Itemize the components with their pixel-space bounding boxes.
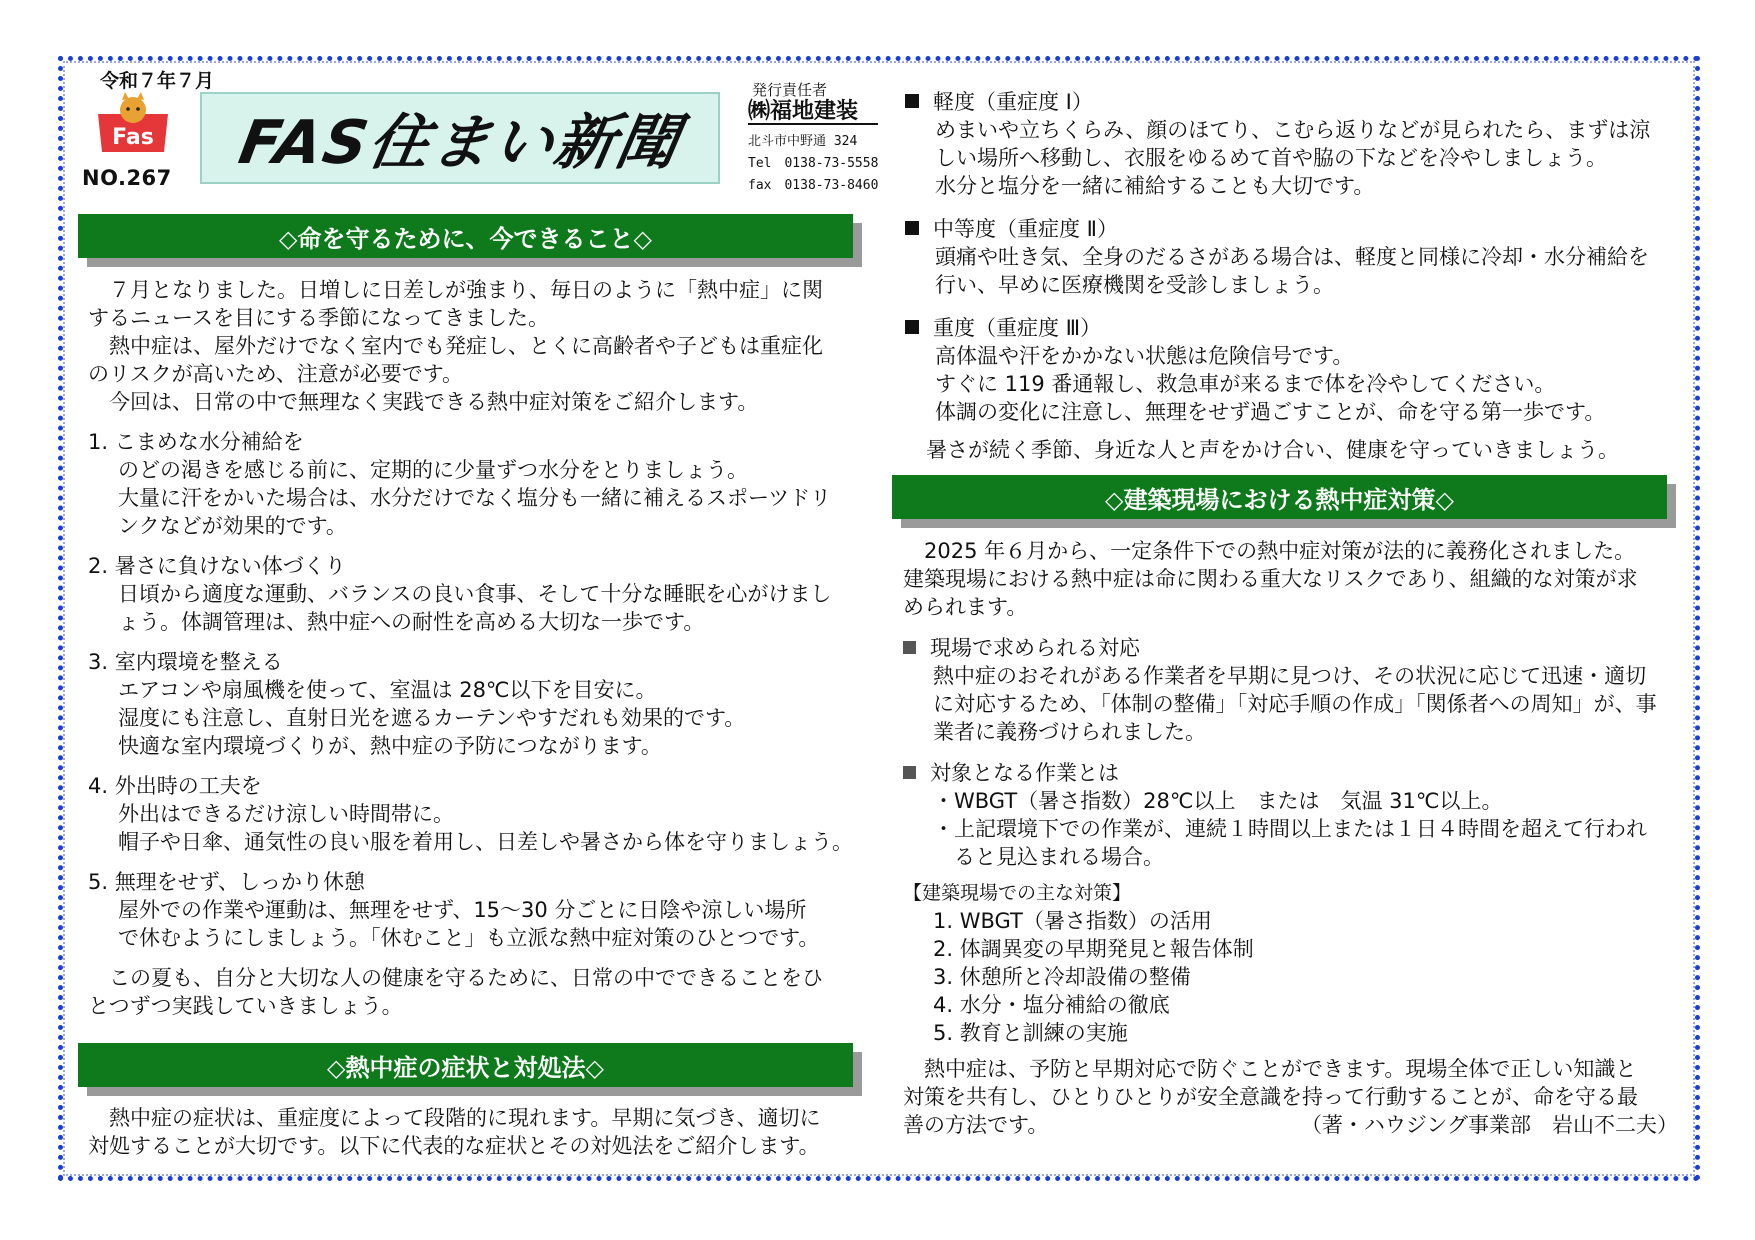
author-credit: （著・ハウジング事業部 岩山不二夫） [1300,1113,1678,1137]
level-line: 頭痛や吐き気、全身のだるさがある場合は、軽度と同様に冷却・水分補給を [935,245,1649,269]
tip-line: 大量に汗をかいた場合は、水分だけでなく塩分も一緒に補えるスポーツドリ [118,486,832,510]
tip-line: 帽子や日傘、通気性の良い服を着用し、日差しや暑さから体を守りましょう。 [118,830,853,854]
requirement-title: 現場で求められる対応 [930,636,1140,660]
level-line: すぐに 119 番通報し、救急車が来るまで体を冷やしてください。 [935,372,1556,396]
tip-title: 2. 暑さに負けない体づくり [88,554,346,578]
level-closing: 暑さが続く季節、身近な人と声をかけ合い、健康を守っていきましょう。 [905,438,1619,462]
tip-line: で休むようにしましょう。「休むこと」も立派な熱中症対策のひとつです。 [118,926,820,950]
tip-line: ンクなどが効果的です。 [118,514,347,538]
final-line: 対策を共有し、ひとりひとりが安全意識を持って行動することが、命を守る最 [903,1085,1638,1109]
requirement-line: 熱中症のおそれがある作業者を早期に見つけ、その状況に応じて迅速・適切 [933,664,1647,688]
symptoms-intro [88,1104,868,1160]
site-intro-line: められます。 [903,595,1028,619]
intro-line: するニュースを目にする季節になってきました。 [88,306,549,330]
requirement-line: に対応するため、「体制の整備」「対応手順の作成」「関係者への周知」が、事 [933,692,1657,716]
site-intro-line: 建築現場における熱中症は命に関わる重大なリスクであり、組織的な対策が求 [903,567,1638,591]
target-line: ると見込まれる場合。 [933,845,1164,869]
square-bullet-icon [905,94,919,108]
target-line: ・上記環境下での作業が、連続１時間以上または１日４時間を超えて行われ [933,817,1647,841]
intro-line: 今回は、日常の中で無理なく実践できる熱中症対策をご紹介します。 [88,390,759,414]
final-line: 熱中症は、予防と早期対応で防ぐことができます。現場全体で正しい知識と [903,1057,1637,1081]
issue-date: 令和７年７月 [100,70,215,92]
tip-title: 3. 室内環境を整える [88,650,283,674]
right-column-levels [905,88,1685,464]
level-line: しい場所へ移動し、衣服をゆるめて首や脇の下などを冷やしましょう。 [935,146,1607,170]
section-banner-2: ◇熱中症の症状と対処法◇ [78,1043,853,1087]
level-title: 中等度（重症度 Ⅱ） [933,217,1119,241]
square-bullet-icon [903,641,916,654]
intro-line: のリスクが高いため、注意が必要です。 [88,362,464,386]
square-bullet-icon [903,766,916,779]
publisher-block [748,80,878,197]
closing-line: この夏も、自分と大切な人の健康を守るために、日常の中でできることをひ [88,966,823,990]
measure-item: 1. WBGT（暑さ指数）の活用 [933,909,1212,933]
logo-text: Fas [112,125,154,150]
level-line: 行い、早めに医療機関を受診しましょう。 [935,273,1334,297]
publisher-label: 発行責任者 [752,81,828,99]
tip-title: 5. 無理をせず、しっかり休憩 [88,870,366,894]
fax: fax 0138-73-8460 [748,178,879,193]
level-title: 軽度（重症度 Ⅰ） [933,90,1093,114]
tip-title: 4. 外出時の工夫を [88,774,262,798]
level-line: 高体温や汗をかかない状態は危険信号です。 [935,344,1354,368]
target-line: ・WBGT（暑さ指数）28℃以上 または 気温 31℃以上。 [933,789,1503,813]
intro-line: ７月となりました。日増しに日差しが強まり、毎日のように「熱中症」に関 [88,278,823,302]
tip-line: エアコンや扇風機を使って、室温は 28℃以下を目安に。 [118,678,657,702]
measures-title: 【建築現場での主な対策】 [903,882,1132,904]
level-line: 体調の変化に注意し、無理をせず過ごすことが、命を守る第一歩です。 [935,400,1606,424]
final-line: 善の方法です。 [903,1113,1049,1137]
site-section [903,537,1688,1139]
measure-item: 5. 教育と訓練の実施 [933,1021,1128,1045]
site-intro-line: 2025 年６月から、一定条件下での熱中症対策が法的に義務化されました。 [903,539,1636,563]
tip-line: 屋外での作業や運動は、無理をせず、15～30 分ごとに日陰や涼しい場所 [118,898,807,922]
masthead [200,92,720,184]
tip-line: 快適な室内環境づくりが、熱中症の予防につながります。 [118,734,662,758]
closing-line: とつずつ実践していきましょう。 [88,994,403,1018]
tip-title: 1. こまめな水分補給を [88,430,304,454]
measure-item: 2. 体調異変の早期発見と報告体制 [933,937,1254,961]
square-bullet-icon [905,320,919,334]
square-bullet-icon [905,221,919,235]
level-line: めまいや立ちくらみ、顔のほてり、こむら返りなどが見られたら、まずは涼 [935,118,1651,142]
issue-number: NO.267 [82,166,172,190]
address: 北斗市中野通 324 [748,134,858,149]
tel: Tel 0138-73-5558 [748,156,879,171]
section-banner-3: ◇建築現場における熱中症対策◇ [892,475,1667,519]
section-banner-1: ◇命を守るために、今できること◇ [78,214,853,258]
company-name: ㈱福地建装 [748,101,878,125]
tip-line: 湿度にも注意し、直射日光を遮るカーテンやすだれも効果的です。 [118,706,746,730]
fas-logo [92,92,174,158]
level-title: 重度（重症度 Ⅲ） [933,316,1102,340]
measure-item: 4. 水分・塩分補給の徹底 [933,993,1170,1017]
tip-line: ょう。体調管理は、熱中症への耐性を高める大切な一歩です。 [118,610,705,634]
left-column-text [88,276,868,1020]
symptoms-line: 熱中症の症状は、重症度によって段階的に現れます。早期に気づき、適切に [88,1106,821,1130]
masthead-title: FAS住まい新聞 [233,108,685,178]
tip-line: のどの渇きを感じる前に、定期的に少量ずつ水分をとりましょう。 [118,458,748,482]
symptoms-line: 対処することが大切です。以下に代表的な症状とその対処法をご紹介します。 [88,1134,820,1158]
requirement-line: 業者に義務づけられました。 [933,720,1206,744]
level-line: 水分と塩分を一緒に補給することも大切です。 [935,174,1375,198]
intro-line: 熱中症は、屋外だけでなく室内でも発症し、とくに高齢者や子どもは重症化 [88,334,823,358]
measure-item: 3. 休憩所と冷却設備の整備 [933,965,1191,989]
target-title: 対象となる作業とは [930,761,1119,785]
tip-line: 外出はできるだけ涼しい時間帯に。 [118,802,454,826]
tip-line: 日頃から適度な運動、バランスの良い食事、そして十分な睡眠を心がけまし [118,582,832,606]
